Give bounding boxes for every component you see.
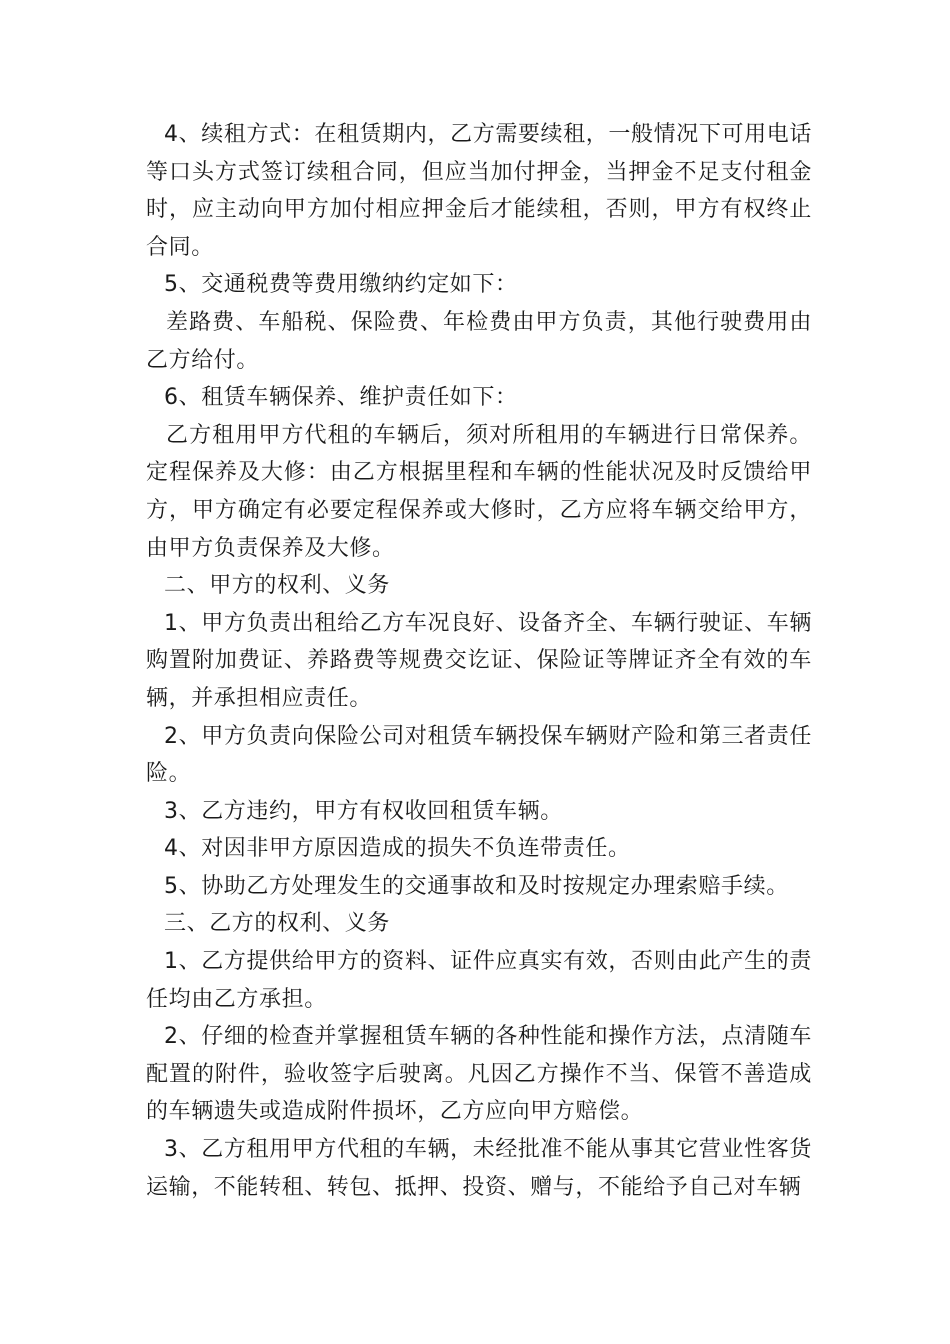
section-heading-party-b: 三、乙方的权利、义务 [164,911,391,937]
paragraph-party-a-item-1: 1、甲方负责出租给乙方车况良好、设备齐全、车辆行驶证、车辆购置附加费证、养路费等规费交讫证、保险证等牌证齐全有效的车辆，并承担相应责任。 [146,610,812,711]
section-heading-party-a: 二、甲方的权利、义务 [164,573,391,599]
paragraph-taxes-heading: 5、交通税费等费用缴纳约定如下： [164,272,518,298]
paragraph-party-a-item-5: 5、协助乙方处理发生的交通事故和及时按规定办理索赔手续。 [164,873,789,899]
paragraph-taxes-detail: 差路费、车船税、保险费、年检费由甲方负责，其他行驶费用由乙方给付。 [146,309,812,373]
paragraph-party-a-item-2: 2、甲方负责向保险公司对租赁车辆投保车辆财产险和第三者责任险。 [146,723,812,787]
paragraph-party-b-item-3: 3、乙方租用甲方代租的车辆，未经批准不能从事其它营业性客货运输，不能转租、转包、抵押、投资、赠与，不能给予自己对车辆 [146,1137,812,1200]
paragraph-party-a-item-4: 4、对因非甲方原因造成的损失不负连带责任。 [164,836,631,862]
paragraph-maintenance-heading: 6、租赁车辆保养、维护责任如下： [164,385,518,411]
paragraph-maintenance-detail: 乙方租用甲方代租的车辆后，须对所租用的车辆进行日常保养。定程保养及大修：由乙方根据里程和车辆的性能状况及时反馈给甲方，甲方确定有必要定程保养或大修时，乙方应将车辆交给甲方，由甲方负责保养及大修。 [146,422,812,561]
paragraph-renewal-method: 4、续租方式：在租赁期内，乙方需要续租，一般情况下可用电话等口头方式签订续租合同，但应当加付押金，当押金不足支付租金时，应主动向甲方加付相应押金后才能续租，否则，甲方有权终止合同。 [146,122,812,260]
paragraph-party-a-item-3: 3、乙方违约，甲方有权收回租赁车辆。 [164,798,563,824]
document-body [146,116,812,1206]
paragraph-party-b-item-2: 2、仔细的检查并掌握租赁车辆的各种性能和操作方法，点清随车配置的附件，验收签字后驶离。凡因乙方操作不当、保管不善造成的车辆遗失或造成附件损坏，乙方应向甲方赔偿。 [146,1024,812,1125]
paragraph-party-b-item-1: 1、乙方提供给甲方的资料、证件应真实有效，否则由此产生的责任均由乙方承担。 [146,949,812,1012]
